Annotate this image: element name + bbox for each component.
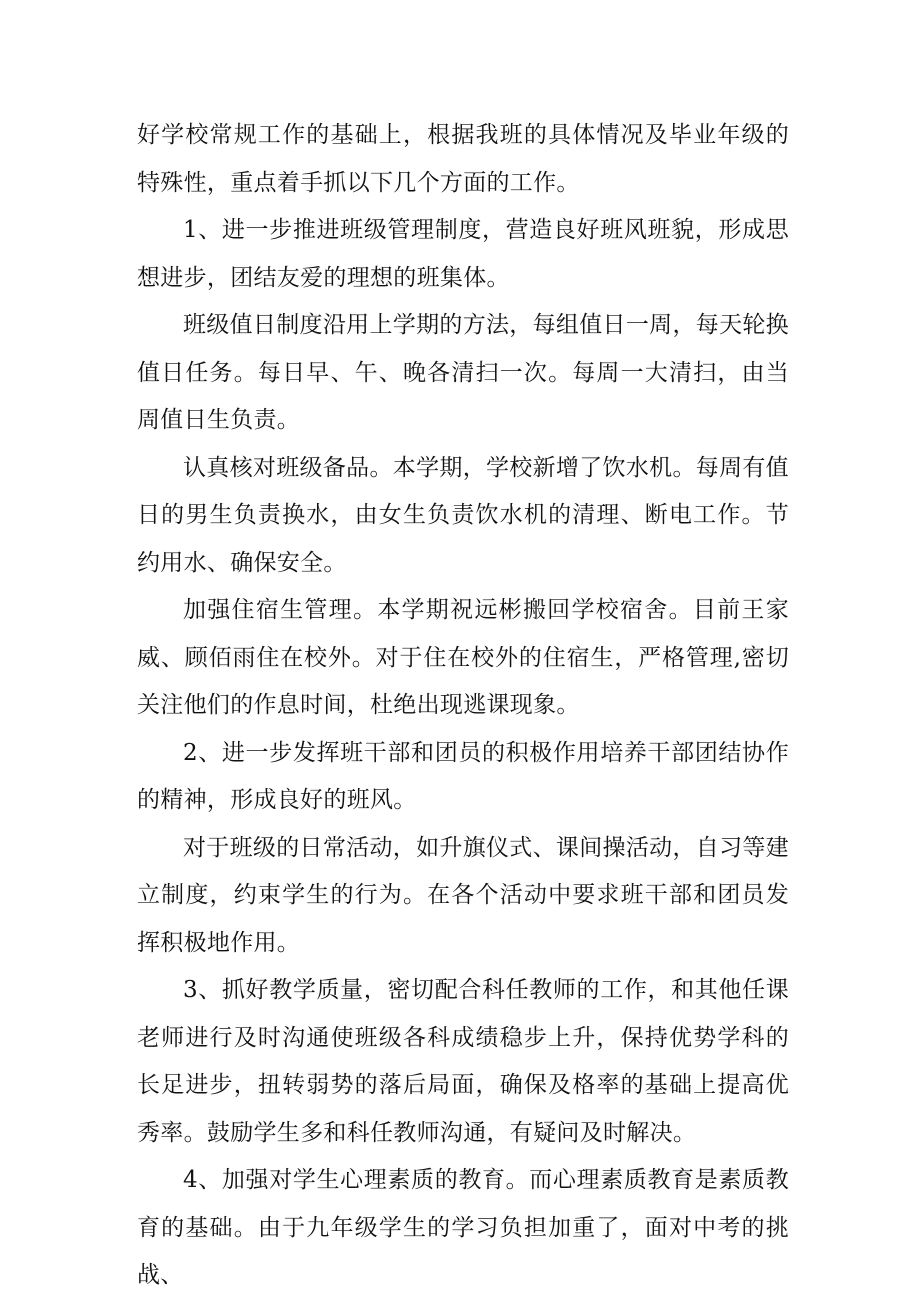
- paragraph-daily-activities: 对于班级的日常活动，如升旗仪式、课间操活动，自习等建立制度，约束学生的行为。在各个活动中要求班干部和团员发挥积极地作用。: [137, 834, 789, 956]
- paragraph-class-supplies: 认真核对班级备品。本学期，学校新增了饮水机。每周有值日的男生负责换水，由女生负责饮水机的清理、断电工作。节约用水、确保安全。: [137, 454, 789, 576]
- paragraph-item-1: 1、进一步推进班级管理制度，营造良好班风班貌，形成思想进步，团结友爱的理想的班集体。: [137, 217, 789, 291]
- paragraph-item-2: 2、进一步发挥班干部和团员的积极作用培养干部团结协作的精神，形成良好的班风。: [137, 739, 789, 813]
- document-body: [137, 112, 789, 1300]
- paragraph-item-3: 3、抓好教学质量，密切配合科任教师的工作，和其他任课老师进行及时沟通使班级各科成绩稳步上升，保持优势学科的长足进步，扭转弱势的落后局面，确保及格率的基础上提高优秀率。鼓励学生多和科任教师沟通，有疑问及时解决。: [137, 977, 789, 1146]
- paragraph-duty-system: 班级值日制度沿用上学期的方法，每组值日一周，每天轮换值日任务。每日早、午、晚各清扫一次。每周一大清扫，由当周值日生负责。: [137, 312, 789, 433]
- paragraph-boarding-students: 加强住宿生管理。本学期祝远彬搬回学校宿舍。目前王家威、顾佰雨住在校外。对于住在校外的住宿生，严格管理,密切关注他们的作息时间，杜绝出现逃课现象。: [137, 597, 789, 718]
- paragraph-item-4: 4、加强对学生心理素质的教育。而心理素质教育是素质教育的基础。由于九年级学生的学习负担加重了，面对中考的挑战、: [137, 1167, 789, 1288]
- paragraph-intro: 好学校常规工作的基础上，根据我班的具体情况及毕业年级的特殊性，重点着手抓以下几个方面的工作。: [137, 122, 789, 196]
